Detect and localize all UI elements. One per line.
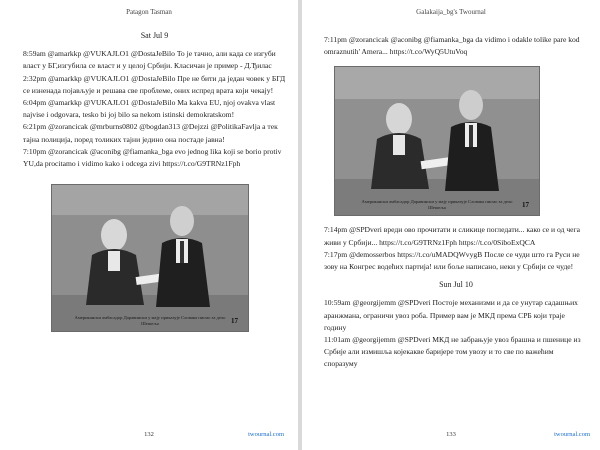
photo-image	[52, 185, 248, 331]
tweet: 7:14pm @SPDveri вреди ово прочитати и сликице погледати... како се и од чега живи у Србији... https://t.co/G9TRNz1Fph https://t.co/0SiboExQCA	[324, 225, 581, 247]
site-link[interactable]: twournal.com	[554, 431, 590, 438]
photo-image	[335, 67, 539, 215]
page-footer	[302, 431, 600, 441]
tweet: 7:11pm @zorancicak @aconibg @fiamanka_bga da vidimo i odakle tolike pare kod omraznutih' Amera... https://t.co/WyQ5UtuVoq	[324, 35, 580, 57]
tweet: 7:17pm @demosserbos https://t.co/uMADQWvygB После се чуди што га Руси не зову на Конгрес водећих партија! или боље написано, неки у Србији се чуде!	[324, 249, 580, 272]
page-footer	[0, 431, 298, 441]
embedded-photo	[334, 66, 540, 216]
right-page	[302, 0, 600, 450]
tweet: 10:59am @georgijemm @SPDveri Постоје механизми и да се унутар садашњих аранжмана, ограничи увоз роба. Пример вам је МКД према СРБ који траје годину	[324, 298, 578, 332]
embedded-photo	[51, 184, 249, 332]
photo-caption: Американски амбасадор Даравински у мају приказује Словака писмо за дело Шешеља	[74, 315, 226, 327]
tweet: 6:04pm @amarkkp @VUKAJLO1 @DostaJeBilo Ma kakva EU, njoj ovakva vlast najvise i odgovara, tesko bi joj bilo sa nekom istinski demokratskom!	[23, 98, 276, 120]
tweet: 2:32pm @amarkkp @VUKAJLO1 @DostaJeBilo Пре не бити да један човек у БГД се изненада појављује и решава све проблеме, оних испред врата који чекају!	[23, 73, 286, 95]
left-page	[0, 0, 298, 450]
tweet: 8:59am @amarkkp @VUKAJLO1 @DostaJeBilo То је тачно, али када се изгуби власт у БГ,изгубила се власт и у целој Србији. Класичан је пример - Д.Ђилас	[23, 49, 276, 71]
date-heading: Sat Jul 9	[140, 31, 169, 40]
site-link[interactable]: twournal.com	[248, 431, 284, 438]
running-head: Galakaija_bg's Twournal	[416, 8, 486, 16]
photo-plate-number: 17	[522, 201, 529, 210]
photo-plate-number: 17	[231, 317, 238, 326]
page-content	[23, 30, 286, 332]
tweet: 7:10pm @zorancicak @aconibg @fiamanka_bga evo jednog lika koji se borio protiv YU,da procitamo i vidimo kako i odcega zivi https://t.co/G9TRNz1Fph	[23, 146, 282, 169]
date-heading: Sun Jul 10	[439, 280, 473, 290]
running-head: Patagon Tasman	[126, 8, 172, 16]
photo-caption: Американски амбасадор Даравински у мају приказује Словака писмо за дело Шешеља	[361, 199, 513, 211]
tweet: 6:21pm @zorancicak @mrburns0802 @bogdan313 @Dejzzi @PolitikaFavlja a тек тајна полиција, поред толиких тајни једино она постаде јавна!	[23, 122, 278, 144]
page-content	[324, 34, 588, 371]
page-number: 133	[446, 431, 456, 438]
tweet: 11:01am @georgijemm @SPDveri МКД не забрањује увоз брашна и пшенице из Србије али измишља којекакве баријере том увозу и то све по важећим споразуму	[324, 335, 581, 369]
page-number: 132	[144, 431, 154, 438]
